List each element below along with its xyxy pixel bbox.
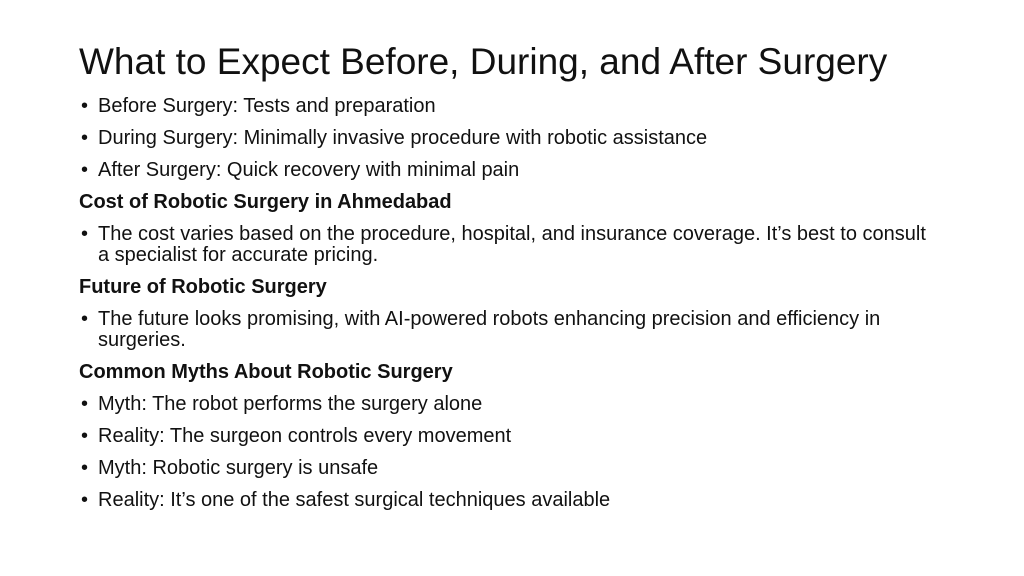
bullet-item — [79, 426, 939, 447]
bullet-item — [79, 96, 939, 117]
bullet-item — [79, 224, 939, 266]
section-heading-myths: Common Myths About Robotic Surgery — [79, 361, 453, 383]
bullet-text: The future looks promising, with AI-powered robots enhancing precision and efficiency in surgeries. — [98, 308, 881, 351]
bullet-icon: • — [81, 457, 89, 479]
bullet-text: Before Surgery: Tests and preparation — [98, 95, 436, 117]
bullet-icon: • — [81, 127, 89, 149]
bullet-item — [79, 128, 939, 149]
bullet-icon: • — [81, 159, 89, 181]
slide-title: What to Expect Before, During, and After Surgery — [79, 41, 888, 82]
bullet-icon: • — [81, 425, 89, 447]
bullet-text: Myth: Robotic surgery is unsafe — [98, 457, 379, 479]
bullet-icon: • — [81, 95, 89, 117]
section-heading-cost: Cost of Robotic Surgery in Ahmedabad — [79, 191, 452, 213]
bullet-item — [79, 394, 939, 415]
bullet-text: The cost varies based on the procedure, hospital, and insurance coverage. It’s best to consult a specialist for accurate pricing. — [98, 223, 926, 266]
bullet-icon: • — [81, 308, 89, 330]
bullet-icon: • — [81, 393, 89, 415]
bullet-text: Reality: It’s one of the safest surgical techniques available — [98, 489, 611, 511]
bullet-item — [79, 458, 939, 479]
bullet-text: Myth: The robot performs the surgery alone — [98, 393, 483, 415]
bullet-item — [79, 490, 939, 511]
bullet-icon: • — [81, 489, 89, 511]
slide-content — [79, 96, 939, 522]
bullet-text: After Surgery: Quick recovery with minimal pain — [98, 159, 520, 181]
bullet-icon: • — [81, 223, 89, 245]
bullet-text: Reality: The surgeon controls every movement — [98, 425, 512, 447]
bullet-item — [79, 160, 939, 181]
bullet-item — [79, 309, 939, 351]
bullet-text: During Surgery: Minimally invasive procedure with robotic assistance — [98, 127, 708, 149]
section-heading-future: Future of Robotic Surgery — [79, 276, 327, 298]
